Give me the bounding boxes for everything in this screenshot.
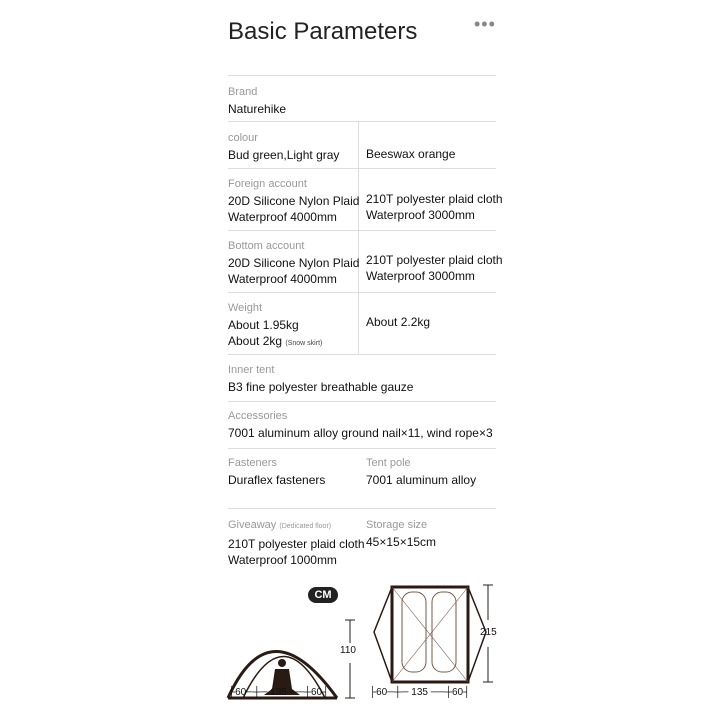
divider (228, 508, 496, 509)
height-label: 110 (340, 645, 356, 656)
pole-row (366, 455, 476, 488)
foreign-left1: 20D Silicone Nylon Plaid (228, 194, 360, 208)
divider (228, 168, 496, 169)
colour-label: colour (228, 132, 258, 144)
giveaway-row (228, 517, 365, 568)
foreign-label: Foreign account (228, 178, 307, 190)
more-dots-icon[interactable]: ••• (474, 14, 496, 34)
divider (228, 354, 496, 355)
fasteners-row (228, 455, 325, 488)
colour-right: Beeswax orange (366, 147, 456, 161)
fasteners-label: Fasteners (228, 457, 277, 469)
weight-note: (Snow skirt) (285, 340, 323, 347)
giveaway-label: Giveaway (228, 519, 277, 531)
foreign-right (366, 191, 503, 223)
accessories-row (228, 408, 493, 441)
divider (228, 401, 496, 402)
giveaway-note: (Dedicated floor) (279, 523, 332, 530)
accessories-label: Accessories (228, 410, 288, 422)
side-width-labels: ├60─┼─ 135 ──┼60┤ (228, 687, 330, 698)
top-width-labels: ├60─┼─ 135 ──┼60┤ (369, 687, 471, 698)
weight-row (228, 300, 322, 352)
giveaway-value1: 210T polyester plaid cloth (228, 537, 365, 551)
bottom-label: Bottom account (228, 240, 305, 252)
weight-left1: About 1.95kg (228, 318, 299, 332)
tent-top-diagram (370, 582, 500, 702)
unit-badge: CM (308, 587, 338, 603)
storage-row (366, 517, 436, 550)
bottom-right1: 210T polyester plaid cloth (366, 253, 503, 267)
brand-row (228, 84, 286, 117)
weight-right: About 2.2kg (366, 315, 431, 329)
divider (228, 75, 496, 76)
foreign-row (228, 176, 359, 225)
weight-left2: About 2kg (228, 334, 283, 348)
length-label: 215 (480, 627, 497, 638)
side-w2: 135 (270, 687, 287, 698)
divider (228, 121, 496, 122)
bottom-right2: Waterproof 3000mm (366, 269, 475, 283)
bottom-left2: Waterproof 4000mm (228, 272, 337, 286)
bottom-left1: 20D Silicone Nylon Plaid (228, 256, 360, 270)
top-w3: 60 (452, 687, 464, 698)
weight-label: Weight (228, 302, 263, 314)
fasteners-value: Duraflex fasteners (228, 473, 326, 487)
side-w3: 60 (311, 687, 323, 698)
divider (228, 292, 496, 293)
storage-value: 45×15×15cm (366, 535, 437, 549)
brand-label: Brand (228, 86, 258, 98)
brand-value: Naturehike (228, 102, 287, 116)
pole-label: Tent pole (366, 457, 411, 469)
inner-label: Inner tent (228, 364, 275, 376)
accessories-value: 7001 aluminum alloy ground nail×11, wind rope×3 (228, 426, 493, 440)
bottom-right (366, 252, 503, 284)
side-w1: 60 (235, 687, 247, 698)
inner-value: B3 fine polyester breathable gauze (228, 380, 414, 394)
divider (228, 230, 496, 231)
bottom-row (228, 238, 359, 287)
top-w2: 135 (411, 687, 428, 698)
divider (228, 448, 496, 449)
colour-left: Bud green,Light gray (228, 148, 340, 162)
foreign-right2: Waterproof 3000mm (366, 208, 475, 222)
top-w1: 60 (376, 687, 388, 698)
page-title: Basic Parameters (228, 18, 418, 45)
giveaway-value2: Waterproof 1000mm (228, 553, 337, 567)
foreign-right1: 210T polyester plaid cloth (366, 192, 503, 206)
inner-row (228, 362, 413, 395)
pole-value: 7001 aluminum alloy (366, 473, 477, 487)
foreign-left2: Waterproof 4000mm (228, 210, 337, 224)
colour-row (228, 130, 339, 163)
storage-label: Storage size (366, 519, 428, 531)
